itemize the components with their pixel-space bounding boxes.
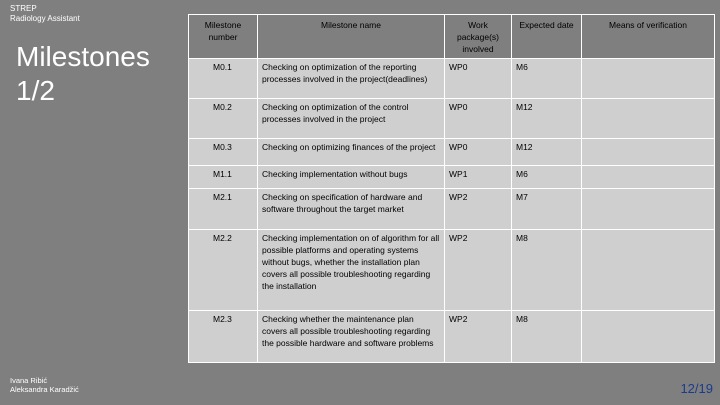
table-row (189, 59, 715, 99)
milestone-number: M1.1 (189, 166, 258, 189)
milestone-date: M8 (512, 311, 582, 363)
milestone-date: M7 (512, 189, 582, 230)
table-row (189, 139, 715, 166)
milestone-wp: WP0 (445, 59, 512, 99)
milestone-verification (582, 59, 715, 99)
milestone-verification (582, 311, 715, 363)
table-row (189, 230, 715, 311)
slide-title-line1: Milestones (16, 41, 150, 72)
column-header-wp: Work package(s) involved (445, 15, 512, 59)
milestone-wp: WP2 (445, 230, 512, 311)
authors (10, 376, 79, 394)
milestone-number: M2.1 (189, 189, 258, 230)
slide-title-line2: 1/2 (16, 75, 55, 106)
milestone-wp: WP2 (445, 311, 512, 363)
milestone-number: M2.2 (189, 230, 258, 311)
milestone-name: Checking implementation on of algorithm for all possible platforms and operating systems without bugs, whether the installation plan covers all possible troubleshooting regarding the installation (258, 230, 445, 311)
slide-title (16, 40, 150, 108)
project-acronym: STREP (10, 4, 37, 13)
project-name: Radiology Assistant (10, 14, 80, 23)
author-name: Aleksandra Karadžić (10, 385, 79, 394)
milestone-date: M6 (512, 166, 582, 189)
table-row (189, 166, 715, 189)
milestone-wp: WP0 (445, 99, 512, 139)
page-number: 12/19 (680, 381, 713, 396)
milestone-name: Checking on optimization of the reporting processes involved in the project(deadlines) (258, 59, 445, 99)
milestone-wp: WP2 (445, 189, 512, 230)
milestone-verification (582, 166, 715, 189)
milestone-date: M12 (512, 99, 582, 139)
milestone-date: M6 (512, 59, 582, 99)
table-row (189, 311, 715, 363)
table-row (189, 189, 715, 230)
milestone-verification (582, 230, 715, 311)
milestone-name: Checking on specification of hardware and software throughout the target market (258, 189, 445, 230)
milestone-date: M12 (512, 139, 582, 166)
column-header-verification: Means of verification (582, 15, 715, 59)
milestone-verification (582, 139, 715, 166)
milestone-wp: WP0 (445, 139, 512, 166)
milestone-number: M0.1 (189, 59, 258, 99)
milestone-wp: WP1 (445, 166, 512, 189)
milestone-date: M8 (512, 230, 582, 311)
column-header-number: Milestone number (189, 15, 258, 59)
milestone-verification (582, 99, 715, 139)
column-header-name: Milestone name (258, 15, 445, 59)
table-row (189, 99, 715, 139)
milestones-table (188, 14, 715, 363)
milestone-number: M0.2 (189, 99, 258, 139)
author-name: Ivana Ribić (10, 376, 48, 385)
project-header (10, 4, 80, 24)
milestone-name: Checking on optimizing finances of the project (258, 139, 445, 166)
milestone-verification (582, 189, 715, 230)
column-header-date: Expected date (512, 15, 582, 59)
milestone-number: M2.3 (189, 311, 258, 363)
milestone-name: Checking implementation without bugs (258, 166, 445, 189)
milestone-number: M0.3 (189, 139, 258, 166)
milestone-name: Checking on optimization of the control processes involved in the project (258, 99, 445, 139)
table-header-row (189, 15, 715, 59)
milestone-name: Checking whether the maintenance plan covers all possible troubleshooting regarding the possible hardware and software problems (258, 311, 445, 363)
